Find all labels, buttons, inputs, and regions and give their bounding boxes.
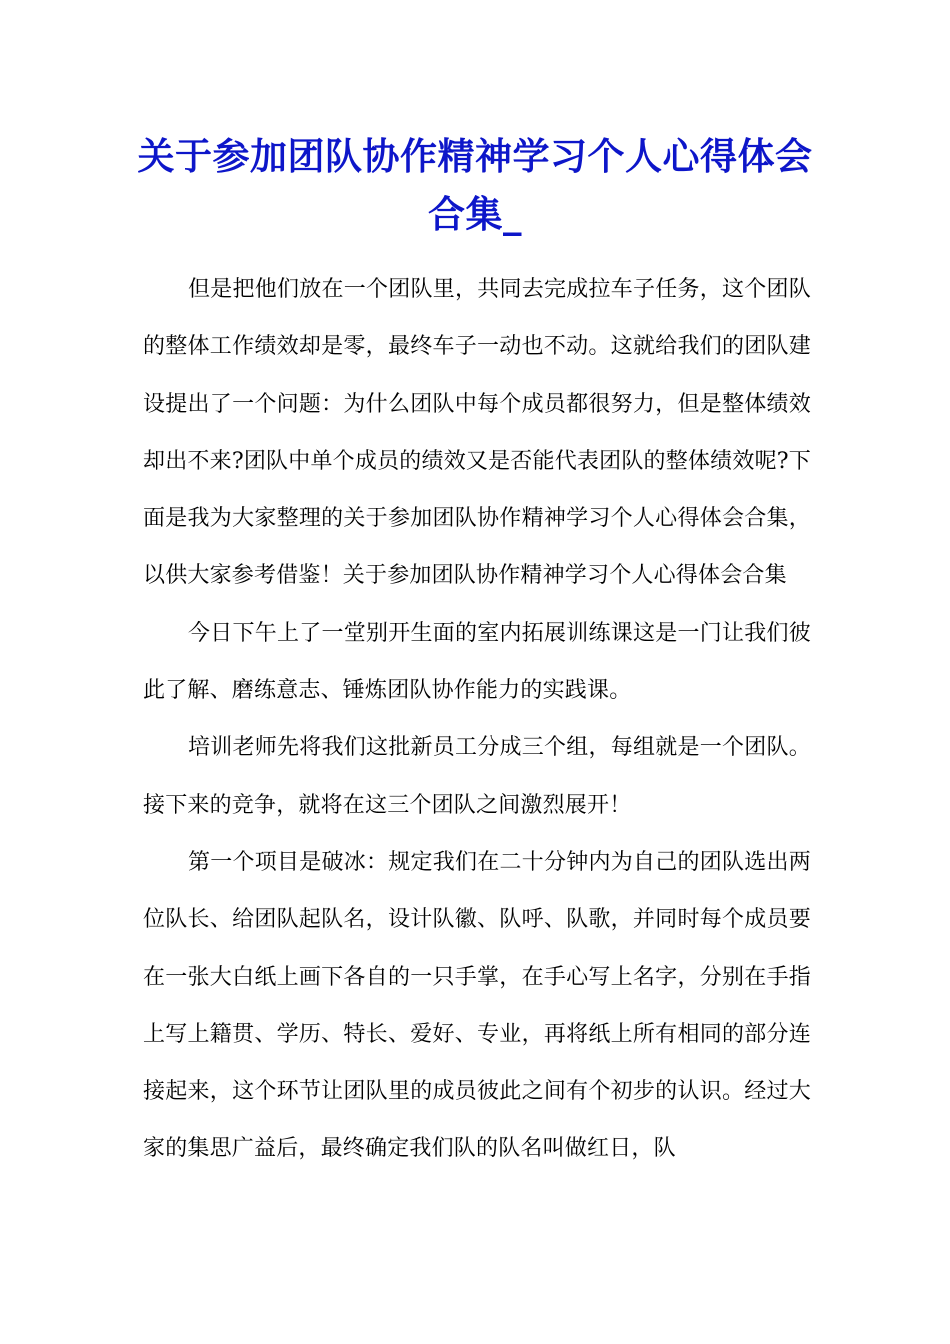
paragraph-1: 但是把他们放在一个团队里，共同去完成拉车子任务，这个团队的整体工作绩效却是零，最终车子一动也不动。这就给我们的团队建设提出了一个问题：为什么团队中每个成员都很努力，但是整体绩效却出不来?团队中单个成员的绩效又是否能代表团队的整体绩效呢?下面是我为大家整理的关于参加团队协作精神学习个人心得体会合集，以供大家参考借鉴！关于参加团队协作精神学习个人心得体会合集	[143, 277, 811, 589]
paragraph-2: 今日下午上了一堂别开生面的室内拓展训练课这是一门让我们彼此了解、磨练意志、锤炼团队协作能力的实践课。	[143, 620, 811, 704]
document-title: 关于参加团队协作精神学习个人心得体会合集_	[137, 135, 813, 236]
paragraph-3: 培训老师先将我们这批新员工分成三个组，每组就是一个团队。接下来的竞争，就将在这三个团队之间激烈展开！	[143, 735, 811, 818]
paragraph-4: 第一个项目是破冰：规定我们在二十分钟内为自己的团队选出两位队长、给团队起队名，设计队徽、队呼、队歌，并同时每个成员要在一张大白纸上画下各自的一只手掌，在手心写上名字，分别在手指上写上籍贯、学历、特长、爱好、专业，再将纸上所有相同的部分连接起来，这个环节让团队里的成员彼此之间有个初步的认识。经过大家的集思广益后，最终确定我们队的队名叫做红日，队	[143, 849, 811, 1162]
document-body	[143, 261, 811, 1178]
